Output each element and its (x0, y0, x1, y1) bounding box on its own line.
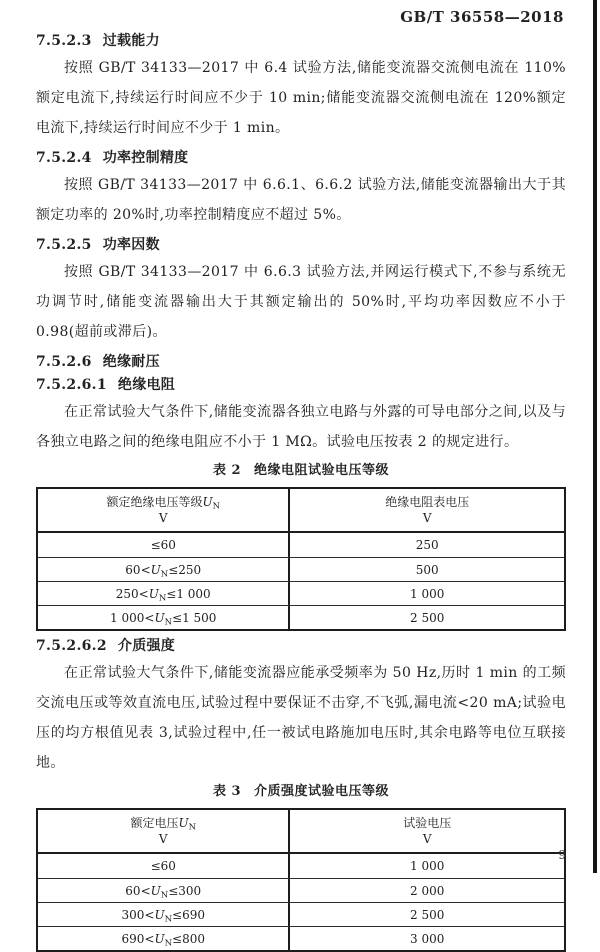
paragraph-overload: 按照 GB/T 34133—2017 中 6.4 试验方法,储能变流器交流侧电流在 110%额定电流下,持续运行时间应不少于 10 min;储能变流器交流侧电流在 120%额定电流下,持续运行时间应不少于 1 min。 (36, 60, 566, 136)
paragraph-power-control: 按照 GB/T 34133—2017 中 6.6.1、6.6.2 试验方法,储能变流器输出大于其额定功率的 20%时,功率控制精度应不超过 5%。 (36, 177, 566, 223)
table-row (38, 926, 564, 950)
paragraph-insulation-resistance: 在正常试验大气条件下,储能变流器各独立电路与外露的可导电部分之间,以及与各独立电路之间的绝缘电阻应不小于 1 MΩ。试验电压按表 2 的规定进行。 (36, 404, 566, 450)
table-cell-value: 1 000 (410, 586, 445, 601)
range-text: $60<U_N\le 300$ (125, 883, 202, 900)
page-number: 9 (558, 848, 566, 862)
table-row (38, 581, 564, 605)
standard-number-header: GB/T 36558—2018 (400, 8, 564, 26)
section-heading-dielectric (36, 638, 566, 654)
table2-header-row (38, 489, 564, 533)
table-cell-range (38, 854, 290, 878)
col1-var: U (202, 495, 213, 509)
table2-caption-title: 绝缘电阻试验电压等级 (254, 463, 390, 478)
table-cell-range (38, 903, 290, 926)
table2-insulation-resistance-voltages (36, 487, 566, 631)
col1-sub: N (188, 822, 197, 833)
paragraph-dielectric: 在正常试验大气条件下,储能变流器应能承受频率为 50 Hz,历时 1 min 的工频交流电压或等效直流电压,试验过程中要保证不击穿,不飞弧,漏电流<20 mA;试验电压的均方根值见表 3,试验过程中,任一被试电路施加电压时,其余电路等电位互联接地。 (36, 665, 566, 771)
table-row (38, 878, 564, 902)
section-heading-power-factor (36, 237, 566, 253)
table2-header-col2 (290, 489, 564, 531)
section-title: 绝缘耐压 (102, 354, 160, 370)
table3-header-row (38, 810, 564, 854)
table-row (38, 854, 564, 878)
table2-header-col1 (38, 489, 290, 531)
table-cell-range (38, 927, 290, 950)
table3-col2-title: 试验电压 (403, 816, 452, 830)
table-row (38, 605, 564, 629)
table-cell-value: 1 000 (410, 859, 445, 873)
range-text: $60<U_N\le 250$ (125, 562, 202, 579)
table3-caption (36, 784, 566, 800)
section-title: 功率因数 (102, 237, 160, 253)
col1-var: U (178, 816, 189, 830)
table-cell-range (38, 879, 290, 902)
range-text: $300<U_N\le 690$ (121, 907, 205, 924)
col1-title-text: 额定绝缘电压等级 (106, 495, 203, 509)
section-title: 介质强度 (117, 638, 176, 654)
section-heading-insulation-resistance (36, 377, 566, 393)
table-cell-value: 3 000 (410, 931, 445, 946)
table3-col2-unit: V (422, 832, 432, 846)
paragraph-power-factor: 按照 GB/T 34133—2017 中 6.6.3 试验方法,并网运行模式下,不参与系统无功调节时,储能变流器输出大于其额定输出的 50%时,平均功率因数应不小于 0.98(超前或滞后)。 (36, 264, 566, 340)
table3-col1-unit: V (158, 832, 168, 846)
table2-caption-label: 表 2 (212, 463, 242, 478)
table3-caption-label: 表 3 (212, 784, 242, 799)
table-row (38, 533, 564, 557)
table2-col2-title: 绝缘电阻表电压 (385, 495, 470, 509)
section-number: 7.5.2.3 (36, 33, 92, 49)
range-text: 1 $000<U_N\le 1$ 500 (110, 610, 217, 627)
table-cell-value: 500 (415, 562, 439, 577)
table-row (38, 557, 564, 581)
table-cell-range (38, 606, 290, 629)
section-number: 7.5.2.4 (36, 150, 92, 166)
range-text: ≤60 (150, 538, 176, 552)
section-number: 7.5.2.6 (36, 354, 92, 370)
table3-dielectric-test-voltages (36, 808, 566, 952)
table-row (38, 902, 564, 926)
table2-col2-unit: V (422, 511, 432, 525)
col1-sub: N (212, 501, 221, 512)
table-cell-range (38, 558, 290, 581)
table-cell-value: 2 500 (410, 610, 445, 625)
table2-caption (36, 463, 566, 479)
section-heading-overload (36, 33, 566, 49)
table3-col1-title (130, 815, 196, 831)
section-title: 过载能力 (102, 33, 160, 49)
table-cell-value: 2 000 (410, 883, 445, 898)
table-cell-value: 2 500 (410, 907, 445, 922)
table3-header-col1 (38, 810, 290, 852)
table-cell-value: 250 (415, 538, 439, 552)
range-text: $250<U_N\le 1$ 000 (115, 586, 211, 603)
section-heading-power-control (36, 150, 566, 166)
scan-edge-line (593, 0, 597, 873)
table2-col1-unit: V (158, 511, 168, 525)
range-text: $690<U_N\le 800$ (121, 931, 205, 948)
section-number: 7.5.2.6.2 (36, 638, 107, 654)
table-cell-range (38, 582, 290, 605)
section-number: 7.5.2.5 (36, 237, 92, 253)
table-cell-range (38, 533, 290, 557)
table3-header-col2 (290, 810, 564, 852)
table3-caption-title: 介质强度试验电压等级 (254, 784, 390, 799)
range-text: ≤60 (150, 859, 176, 873)
section-heading-insulation (36, 354, 566, 370)
section-title: 绝缘电阻 (117, 377, 176, 393)
col1-title-text: 额定电压 (130, 816, 179, 830)
section-title: 功率控制精度 (102, 150, 189, 166)
section-number: 7.5.2.6.1 (36, 377, 107, 393)
table2-col1-title (106, 494, 220, 510)
